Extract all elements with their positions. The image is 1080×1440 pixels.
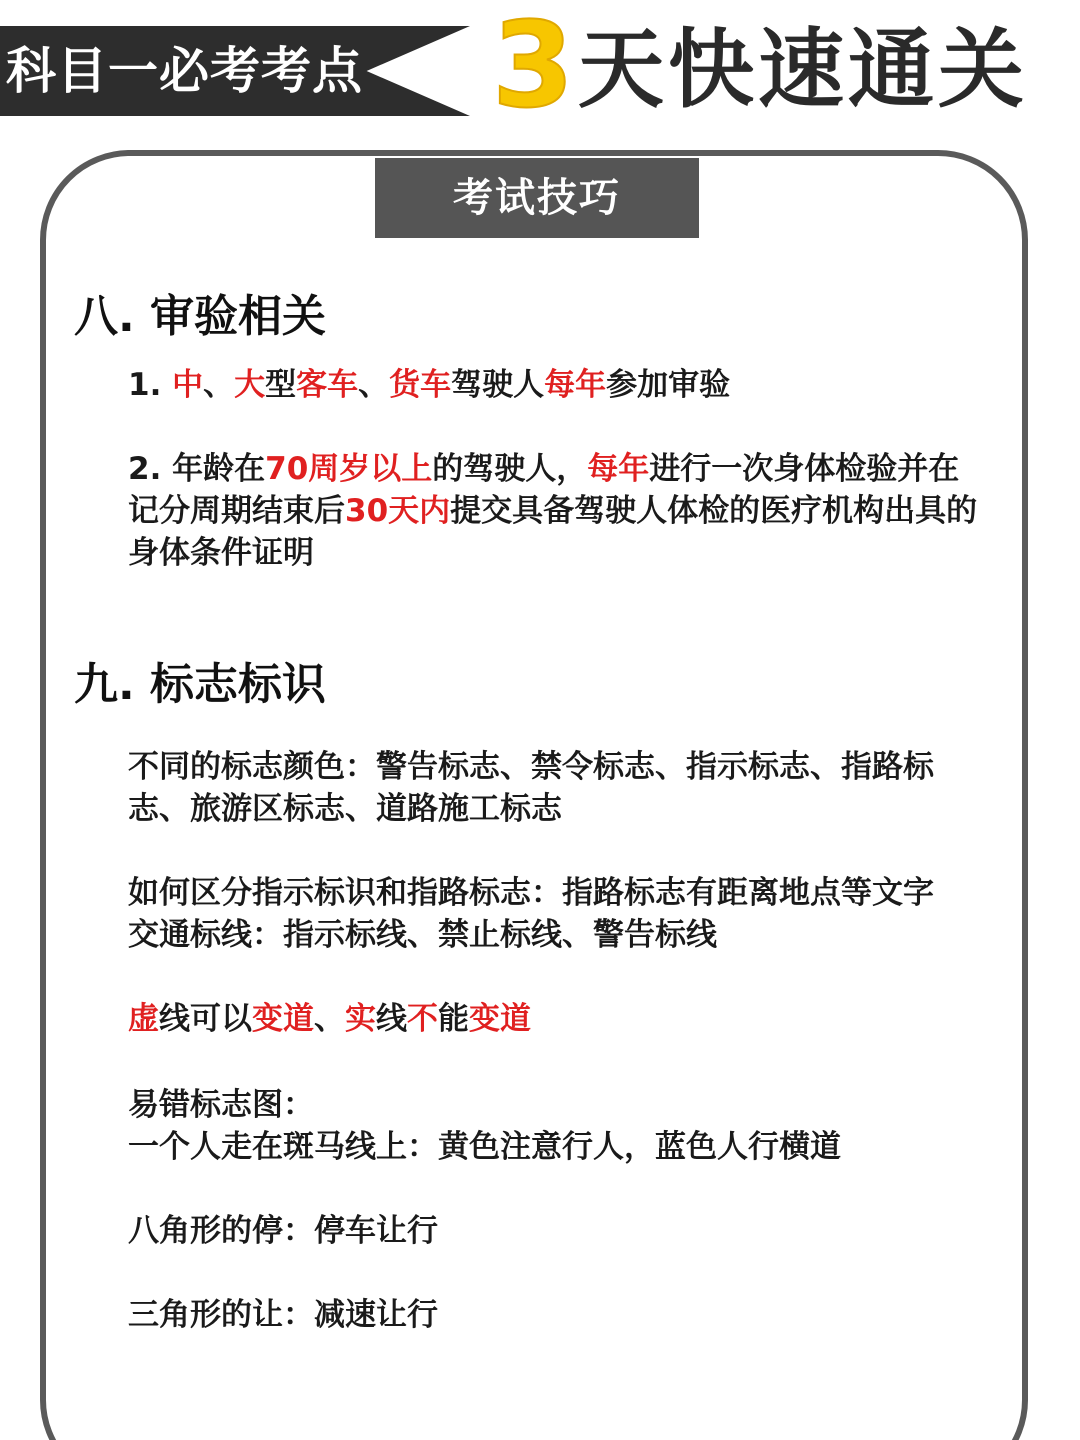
banner-day-number: 3: [492, 0, 575, 134]
octagon-sign-text: 八角形的停：停车让行: [128, 1213, 438, 1249]
text-run: 参加审验: [606, 367, 731, 403]
highlight-run: 变道: [252, 1001, 314, 1037]
section-tab: 考试技巧: [375, 158, 699, 238]
audit-item-2: [128, 448, 988, 574]
text-run: 、: [314, 1001, 345, 1037]
text-run: 、: [358, 367, 390, 403]
highlight-run: 每年: [544, 367, 607, 403]
highlight-run: 货车: [389, 367, 452, 403]
highlight-run: 不: [407, 1001, 438, 1037]
highlight-run: 客车: [296, 367, 359, 403]
distinguish-text: 如何区分指示标识和指路标志：指路标志有距离地点等文字: [128, 875, 934, 911]
text-run: 进行一次身体检验并在记分周期结束后: [128, 451, 960, 529]
text-run: 驾驶人: [451, 367, 545, 403]
section-heading-signs: 九. 标志标识: [74, 659, 327, 710]
text-run: 线可以: [159, 1001, 252, 1037]
confusing-signs-title: 易错标志图：: [128, 1087, 314, 1123]
highlight-run: 中: [172, 367, 204, 403]
sign-colors-text: 不同的标志颜色：警告标志、禁令标志、指示标志、指路标志、旅游区标志、道路施工标志: [128, 749, 934, 827]
text-run: 的驾驶人，: [432, 451, 588, 487]
highlight-run: 大: [234, 367, 266, 403]
highlight-run: 实: [345, 1001, 376, 1037]
lane-change-rule: [128, 998, 988, 1040]
highlight-run: 变道: [469, 1001, 531, 1037]
road-markings-text: 交通标线：指示标线、禁止标线、警告标线: [128, 917, 717, 953]
highlight-run: 虚: [128, 1001, 159, 1037]
confusing-signs-crosswalk: 一个人走在斑马线上：黄色注意行人，蓝色人行横道: [128, 1129, 841, 1165]
section-heading-audit: 八. 审验相关: [74, 291, 327, 342]
banner-subject-title: 科目一必考考点: [6, 42, 363, 100]
text-run: 1.: [128, 367, 173, 403]
highlight-run: 每年: [587, 451, 650, 487]
text-run: 2. 年龄在: [128, 451, 266, 487]
highlight-run: 30天内: [345, 493, 451, 529]
audit-item-1: [128, 364, 988, 406]
triangle-sign-text: 三角形的让：减速让行: [128, 1297, 438, 1333]
text-run: 线: [376, 1001, 407, 1037]
text-run: 提交具备驾驶人体检的医疗机构出具的身体条件证明: [128, 493, 978, 571]
text-run: 能: [438, 1001, 469, 1037]
highlight-run: 70周岁以上: [265, 451, 433, 487]
text-run: 、: [203, 367, 235, 403]
banner-headline: 天快速通关: [578, 20, 1028, 120]
text-run: 型: [265, 367, 297, 403]
